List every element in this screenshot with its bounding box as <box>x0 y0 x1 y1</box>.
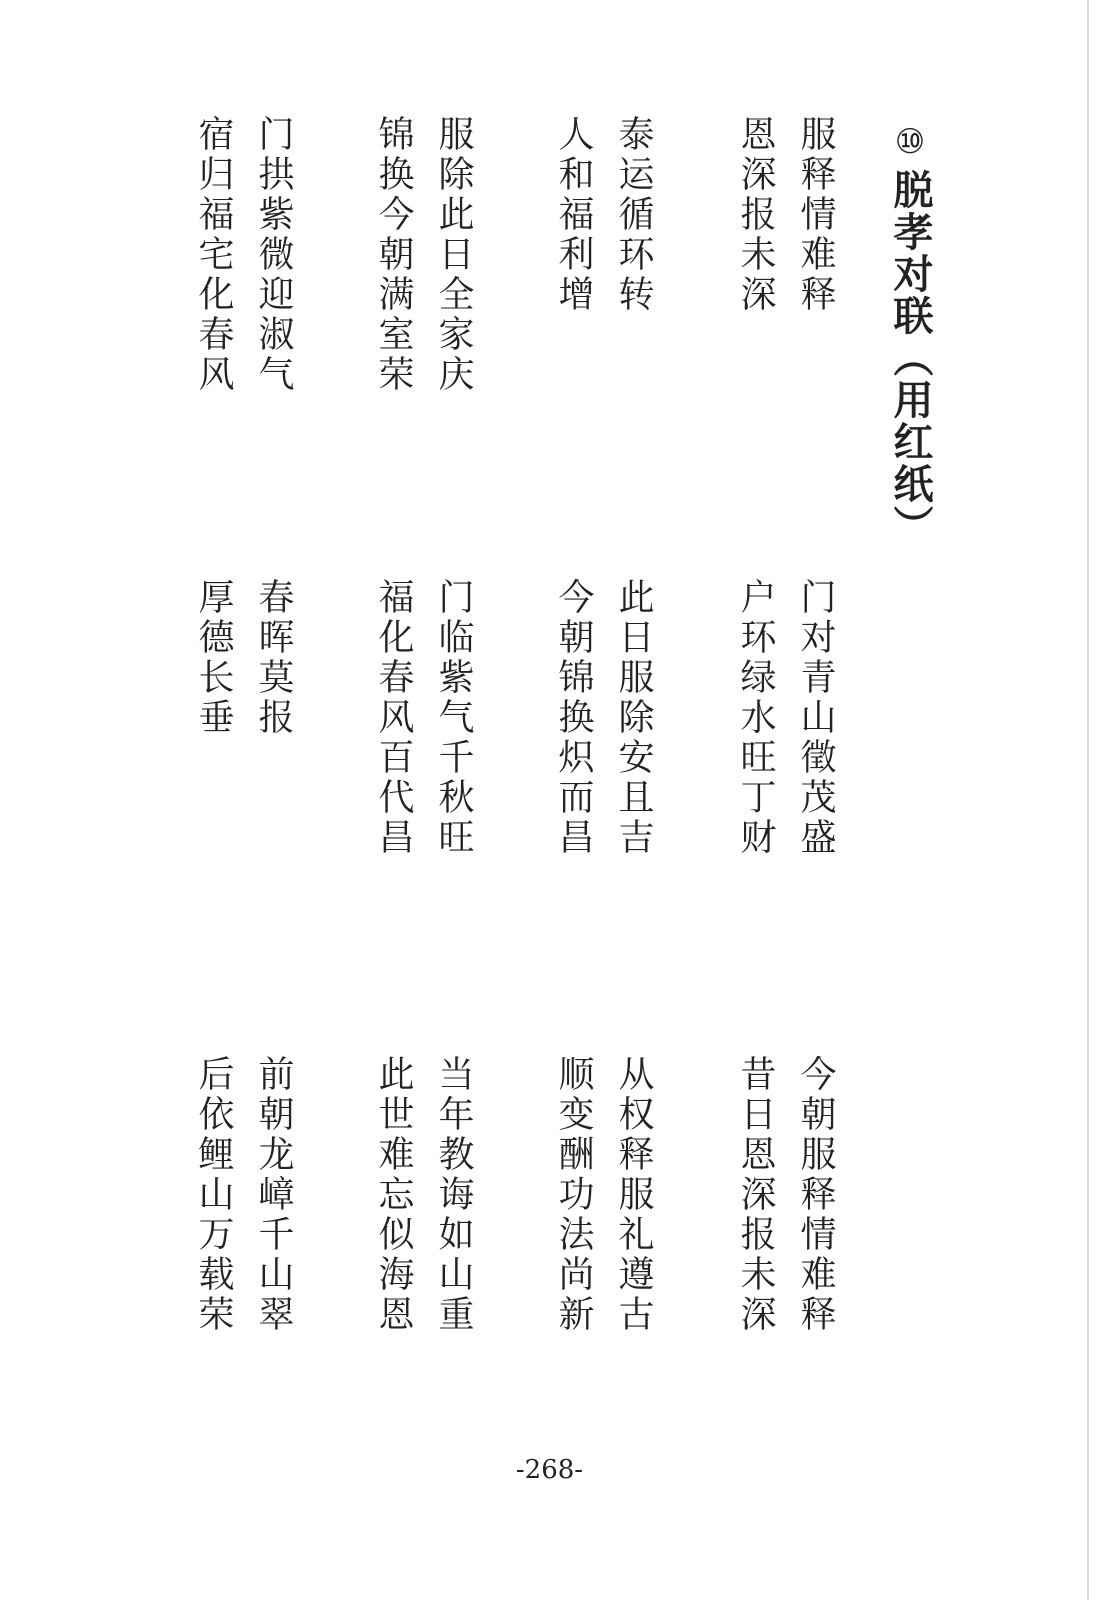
couplet-line: 今朝服释情难释 <box>795 1055 836 1335</box>
couplet-line: 今朝锦换炽而昌 <box>553 578 594 858</box>
couplet-line: 此日服除安且吉 <box>613 578 654 858</box>
couplet-line: 人和福利增 <box>553 115 594 315</box>
section-number: ⑩ <box>894 122 926 162</box>
section-heading <box>887 122 933 547</box>
couplet-line: 服释情难释 <box>795 115 836 315</box>
couplet-line: 此世难忘似海恩 <box>373 1055 414 1335</box>
couplet-line: 昔日恩深报未深 <box>735 1055 776 1335</box>
couplet-line: 从权释服礼遵古 <box>613 1055 654 1335</box>
couplet-line: 锦换今朝满室荣 <box>373 115 414 395</box>
couplet-line: 门临紫气千秋旺 <box>433 578 474 858</box>
couplet-line: 福化春风百代昌 <box>373 578 414 858</box>
couplet-line: 春晖莫报 <box>253 578 294 738</box>
section-title: 脱孝对联（用红纸） <box>887 169 933 547</box>
couplet-line: 服除此日全家庆 <box>433 115 474 395</box>
couplet-line: 恩深报未深 <box>735 115 776 315</box>
couplet-line: 后依鲤山万载荣 <box>193 1055 234 1335</box>
page-edge-line <box>1087 0 1089 1600</box>
couplet-line: 门拱紫微迎淑气 <box>253 115 294 395</box>
couplet-line: 门对青山徵茂盛 <box>795 578 836 858</box>
couplet-line: 前朝龙嶂千山翠 <box>253 1055 294 1335</box>
couplet-line: 泰运循环转 <box>613 115 654 315</box>
couplet-line: 当年教诲如山重 <box>433 1055 474 1335</box>
couplet-line: 顺变酬功法尚新 <box>553 1055 594 1335</box>
page-number: -268- <box>515 1455 584 1485</box>
couplet-line: 户环绿水旺丁财 <box>735 578 776 858</box>
couplet-line: 厚德长垂 <box>193 578 234 738</box>
couplet-line: 宿归福宅化春风 <box>193 115 234 395</box>
